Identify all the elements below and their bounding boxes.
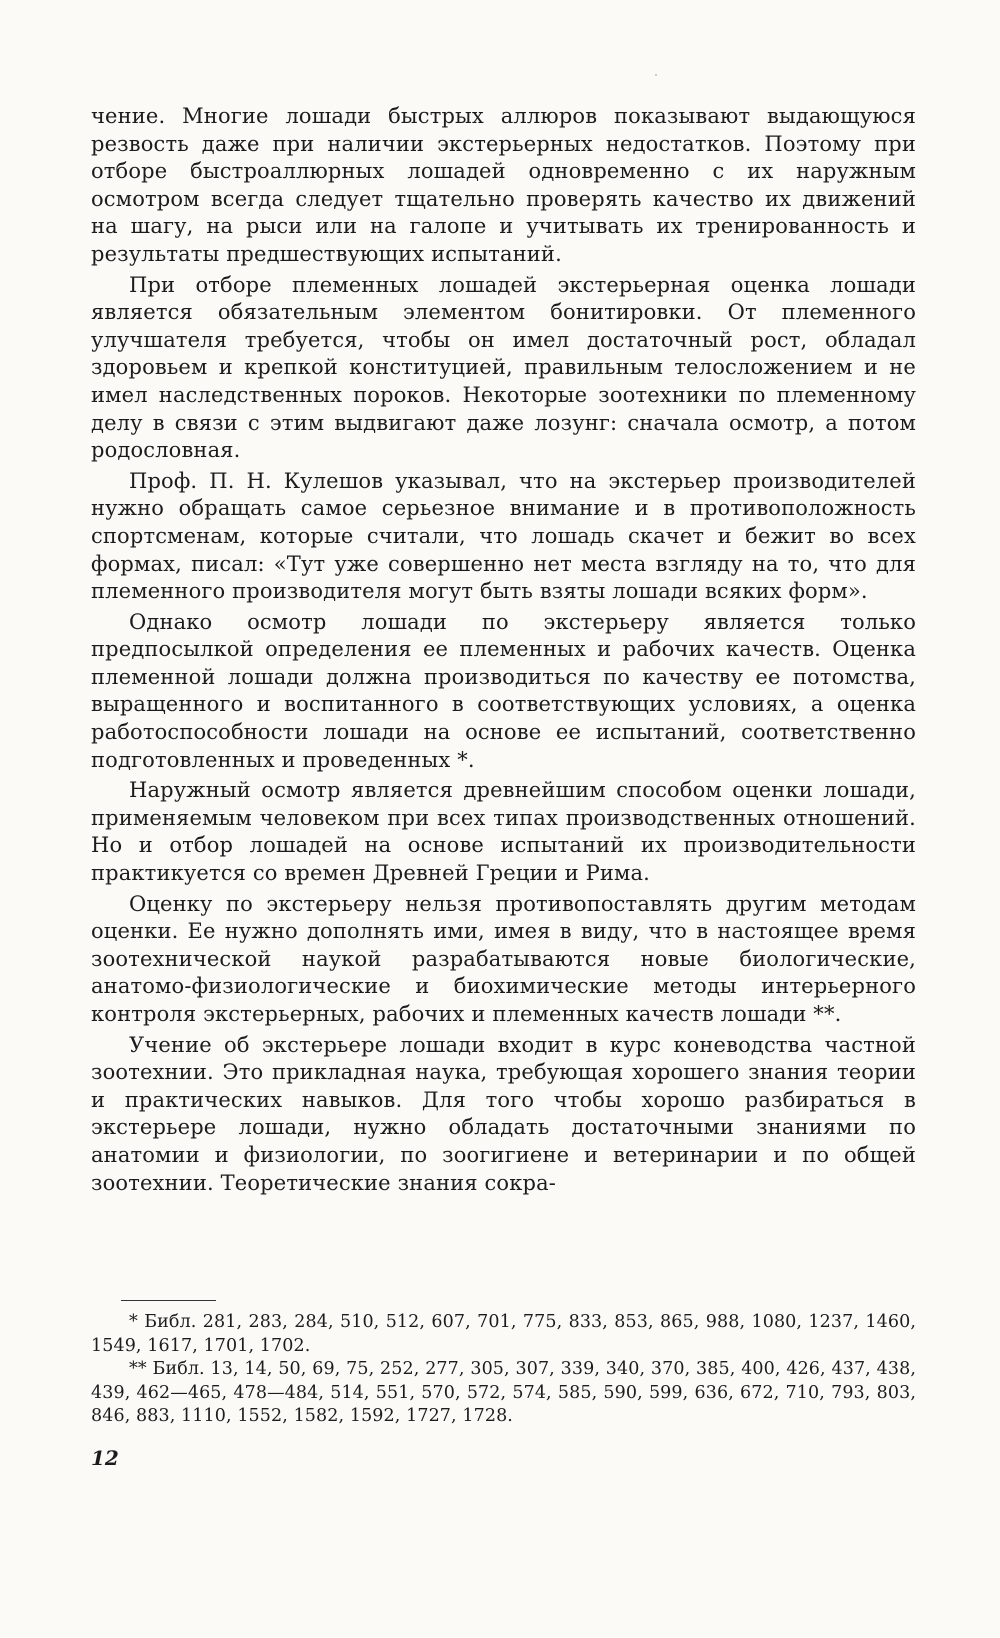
page-number: 12 [91,1446,119,1470]
paragraph-4: Однако осмотр лошади по экстерьеру является только предпосылкой определения ее племенных и рабочих качеств. Оценка племенной лошади должна производиться по качеству ее потомства, выращенного и воспитанного в соответствующих условиях, а оценка работоспособности лошади на основе ее испытаний, соответственно подготовленных и проведенных *. [91,609,916,772]
footnote-2: ** Библ. 13, 14, 50, 69, 75, 252, 277, 305, 307, 339, 340, 370, 385, 400, 426, 437, 438, 439, 462—465, 478—484, 514, 551, 570, 572, 574, 585, 590, 599, 636, 672, 710, 793, 803, 846, 883, 1110, 1552, 1582, 1592, 1727, 1728. [91,1359,916,1426]
paper-speck [655,74,657,76]
paragraph-2: При отборе племенных лошадей экстерьерная оценка лошади является обязательным элементом бонитировки. От племенного улучшателя требуется, чтобы он имел достаточный рост, обладал здоровьем и крепкой конституцией, правильным телосложением и не имел наследственных пороков. Некоторые зоотехники по племенному делу в связи с этим выдвигают даже лозунг: сначала осмотр, а потом родословная. [91,272,916,463]
paragraph-3: Проф. П. Н. Кулешов указывал, что на экстерьер производителей нужно обращать самое серьезное внимание и в противоположность спортсменам, которые считали, что лошадь скачет и бежит во всех формах, писал: «Тут уже совершенно нет места взгляду на то, что для племенного производителя могут быть взяты лошади всяких форм». [91,468,916,604]
footnotes [91,1300,916,1429]
paragraph-1: чение. Многие лошади быстрых аллюров показывают выдающуюся резвость даже при наличии экстерьерных недостатков. Поэтому при отборе быстроаллюрных лошадей одновременно с их наружным осмотром всегда следует тщательно проверять качество их движений на шагу, на рыси или на галопе и учитывать их тренированность и результаты предшествующих испытаний. [91,104,916,266]
paragraph-6: Оценку по экстерьеру нельзя противопоставлять другим методам оценки. Ее нужно дополнять ими, имея в виду, что в настоящее время зоотехнической наукой разрабатываются новые биологические, анатомо-физиологические и биохимические методы интерьерного контроля экстерьерных, рабочих и племенных качеств лошади **. [91,891,916,1026]
paragraph-5: Наружный осмотр является древнейшим способом оценки лошади, применяемым человеком при всех типах производственных отношений. Но и отбор лошадей на основе испытаний их производительности практикуется со времен Древней Греции и Рима. [91,778,916,886]
paragraph-7: Учение об экстерьере лошади входит в курс коневодства частной зоотехнии. Это прикладная наука, требующая хорошего знания теории и практических навыков. Для того чтобы хорошо разбираться в экстерьере лошади, нужно обладать достаточными знаниями по анатомии и физиологии, по зоогигиене и ветеринарии и по общей зоотехнии. Теоретические знания сокра- [91,1032,916,1195]
page-body [91,103,916,1200]
footnote-rule [121,1300,216,1301]
footnote-1: * Библ. 281, 283, 284, 510, 512, 607, 701, 775, 833, 853, 865, 988, 1080, 1237, 1460, 1549, 1617, 1701, 1702. [91,1312,916,1356]
